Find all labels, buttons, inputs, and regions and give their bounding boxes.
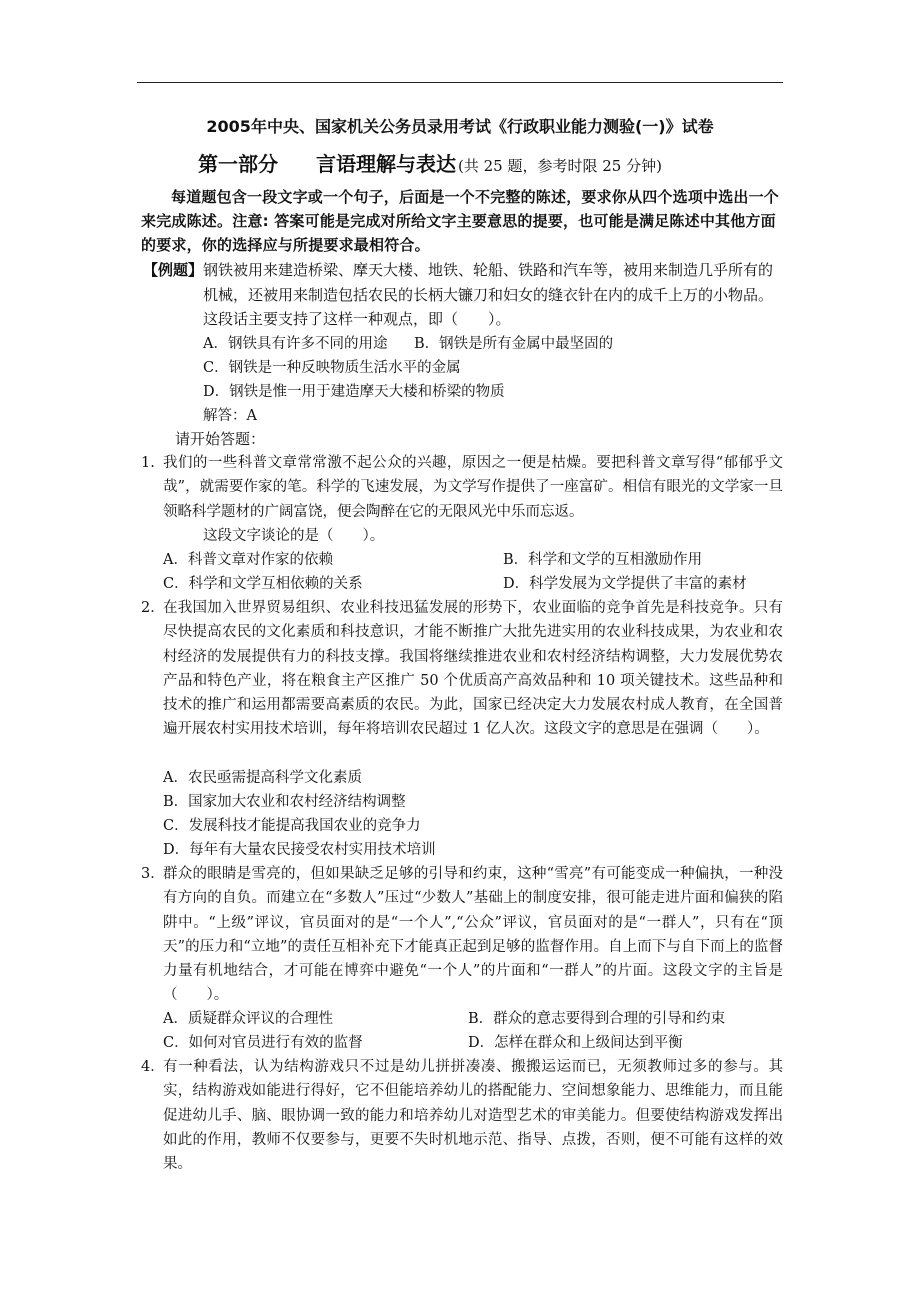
question-3 <box>141 862 783 1008</box>
question-text: 有一种看法，认为结构游戏只不过是幼儿拼拼凑凑、搬搬运运而已，无须教师过多的参与。其实，结构游戏如能进行得好，它不但能培养幼儿的搭配能力、空间想象能力、思维能力，而且能促进幼儿手、脑、眼协调一致的能力和培养幼儿对造型艺术的审美能力。但要使结构游戏发挥出如此的作用，教师不仅要参与，更要不失时机地示范、指导、点拨，否则，便不可能有这样的效果。 <box>163 1059 783 1173</box>
example-block <box>143 258 783 332</box>
question-number: 4． <box>141 1059 165 1075</box>
example-answer: 解答：A <box>203 408 257 424</box>
q1-option-d: D．科学发展为文学提供了丰富的素材 <box>503 576 747 592</box>
question-1 <box>141 451 783 524</box>
question-text: 在我国加入世界贸易组织、农业科技迅猛发展的形势下，农业面临的竞争首先是科技竞争。只有尽快提高农民的文化素质和科技意识，才能不断推广大批先进实用的农业科技成果，为农业和农村经济的发展提供有力的科技支撑。我国将继续推进农业和农村经济结构调整，大力发展优势农产品和特色产业，将在粮食主产区推广 50 个优质高产高效品种和 10 项关键技术。这些品种和技术的推广和运用都需要高素质的农民。为此，国家已经决定大力发展农村成人教育，在全国普遍开展农村实用技术培训，每年将培训农民超过 1 亿人次。这段文字的意思是在强调（ ）。 <box>163 600 783 738</box>
q2-option-c: C．发展科技才能提高我国农业的竞争力 <box>163 818 421 834</box>
example-option-a: A．钢铁具有许多不同的用途 <box>203 336 388 352</box>
header-rule <box>137 82 783 83</box>
q3-option-d: D．怎样在群众和上级间达到平衡 <box>468 1035 683 1051</box>
exam-title: 2005年中央、国家机关公务员录用考试《行政职业能力测验(一)》试卷 <box>206 117 714 136</box>
example-option-c: C．钢铁是一种反映物质生活水平的金属 <box>203 360 461 376</box>
question-1-lead: 这段文字谈论的是（ ）。 <box>203 528 385 544</box>
q2-option-a: A．农民亟需提高科学文化素质 <box>163 770 362 786</box>
part-note: (共 25 题，参考时限 25 分钟) <box>458 157 662 175</box>
part-label: 第一部分 <box>198 152 278 176</box>
question-number: 1. <box>141 455 155 471</box>
question-number: 2． <box>141 600 165 616</box>
q3-option-b: B．群众的意志要得到合理的引导和约束 <box>468 1011 726 1027</box>
start-prompt: 请开始答题： <box>175 430 266 448</box>
question-text: 我们的一些科普文章常常激不起公众的兴趣，原因之一便是枯燥。要把科普文章写得“郁郁乎文哉”，就需要作家的笔。科学的飞速发展，为文学写作提供了一座富矿。相信有眼光的文学家一旦领略科学题材的广阔富饶，便会陶醉在它的无限风光中乐而忘返。 <box>163 455 783 520</box>
q1-option-b: B．科学和文学的互相激励作用 <box>503 552 703 568</box>
question-4 <box>141 1055 783 1176</box>
q3-option-a: A．质疑群众评议的合理性 <box>163 1011 333 1027</box>
q1-option-c: C．科学和文学互相依赖的关系 <box>163 576 363 592</box>
q2-option-b: B．国家加大农业和农村经济结构调整 <box>163 794 406 810</box>
instructions: 每道题包含一段文字或一个句子，后面是一个不完整的陈述，要求你从四个选项中选出一个来完成陈述。注意: 答案可能是完成对所给文字主要意思的提要，也可能是满足陈述中其他方面的要求，你的选择应与所提要求最相符合。 <box>141 188 780 254</box>
example-text: 钢铁被用来建造桥梁、摩天大楼、地铁、轮船、铁路和汽车等，被用来制造几乎所有的机械，还被用来制造包括农民的长柄大镰刀和妇女的缝衣针在内的成千上万的小物品。这段话主要支持了这样一种观点，即（ ）。 <box>203 261 774 328</box>
question-text: 群众的眼睛是雪亮的，但如果缺乏足够的引导和约束，这种“雪亮”有可能变成一种偏执，一种没有方向的自负。而建立在“多数人”压过“少数人”基础上的制度安排，很可能走进片面和偏狭的陷阱中。“上级”评议，官员面对的是“一个人”,“公众”评议，官员面对的是“一群人”，只有在“顶天”的压力和“立地”的责任互相补充下才能真正起到足够的监督作用。自上而下与自下而上的监督力量有机地结合，才可能在博弈中避免“一个人”的片面和“一群人”的片面。这段文字的主旨是（ ）。 <box>163 866 783 1004</box>
part-heading <box>198 148 662 177</box>
question-number: 3． <box>141 866 165 882</box>
part-name: 言语理解与表达 <box>316 152 456 176</box>
q1-option-a: A．科普文章对作家的依赖 <box>163 552 333 568</box>
example-option-b: B．钢铁是所有金属中最坚固的 <box>414 336 614 352</box>
example-option-d: D．钢铁是惟一用于建造摩天大楼和桥梁的物质 <box>203 384 505 400</box>
q2-option-d: D．每年有大量农民接受农村实用技术培训 <box>163 842 436 858</box>
example-label: 【例题】 <box>143 261 204 279</box>
question-2 <box>141 596 783 742</box>
q3-option-c: C．如何对官员进行有效的监督 <box>163 1035 363 1051</box>
